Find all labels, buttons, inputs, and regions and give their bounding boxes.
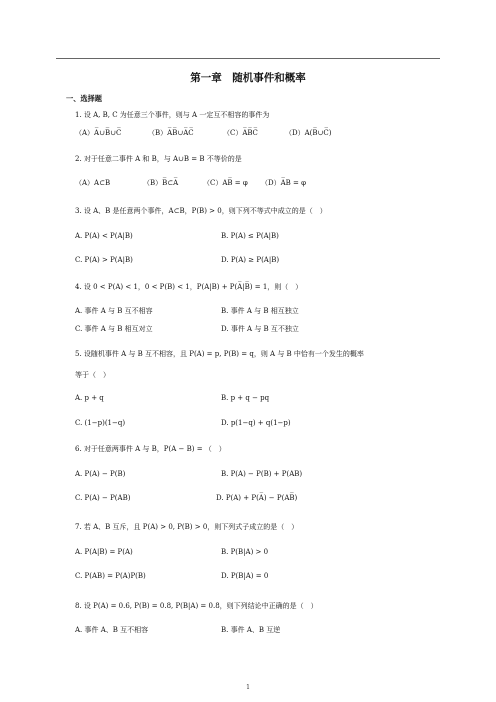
q6-option-d: D. P(A) + P(A̅) − P(AB̅) — [216, 494, 298, 502]
question-3-stem: 3. 设 A、B 是任意两个事件，A⊂B，P(B) > 0，则下列不等式中成立的是（ ） — [75, 207, 327, 215]
q3-option-b: B. P(A) ≤ P(A|B) — [221, 232, 279, 240]
question-1-stem: 1. 设 A, B, C 为任意三个事件，则与 A 一定互不相容的事件为 — [75, 111, 270, 119]
question-8-stem: 8. 设 P(A) = 0.6, P(B) = 0.8, P(B|A) = 0.8，则下列结论中正确的是（ ） — [75, 602, 318, 610]
q2-option-d: （D）A̅B = φ — [261, 179, 307, 187]
q3-option-a: A. P(A) < P(A|B) — [75, 232, 133, 240]
q2-option-c: （C）AB̅ = φ — [203, 179, 248, 187]
q1-option-c: （C）A̅B̅C̅ — [223, 129, 258, 137]
question-5-stem-cont: 等于（ ） — [75, 371, 110, 379]
q4-option-d: D. 事件 A 与 B 互不独立 — [221, 325, 299, 333]
q2-option-a: （A）A⊂B — [75, 179, 111, 187]
q1-option-d: （D）A(B̅∪C̅) — [285, 129, 332, 137]
q8-option-a: A. 事件 A、B 互不相容 — [75, 626, 149, 634]
question-6-stem: 6. 对于任意两事件 A 与 B，P(A − B) = （ ） — [75, 445, 226, 453]
q5-option-d: D. p(1−q) + q(1−p) — [221, 419, 291, 427]
q5-option-b: B. p + q − pq — [221, 394, 270, 402]
question-5-stem: 5. 设随机事件 A 与 B 互不相容，且 P(A) = p, P(B) = q，则 A 与 B 中恰有一个发生的概率 — [75, 350, 364, 358]
chapter-title: 第一章 随机事件和概率 — [190, 72, 306, 84]
q6-option-b: B. P(A) − P(B) + P(AB) — [221, 470, 303, 478]
question-2-stem: 2. 对于任意二事件 A 和 B，与 A∪B = B 不等价的是 — [75, 155, 242, 163]
q4-option-c: C. 事件 A 与 B 相互对立 — [75, 325, 153, 333]
q7-option-a: A. P(A|B) = P(A) — [75, 548, 133, 556]
q7-option-c: C. P(AB) = P(A)P(B) — [75, 572, 146, 580]
q6-option-a: A. P(A) − P(B) — [75, 470, 126, 478]
q2-option-b: （B）B̅⊂A̅ — [143, 179, 179, 187]
section-title: 一、选择题 — [66, 94, 102, 103]
page-number: 1 — [246, 684, 250, 691]
q1-option-b: （B）A̅B̅∪A̅C̅ — [148, 129, 194, 137]
q5-option-c: C. (1−p)(1−q) — [75, 419, 126, 427]
q1-option-a: （A）A̅∪B̅∪C̅ — [75, 129, 122, 137]
q4-option-a: A. 事件 A 与 B 互不相容 — [75, 307, 153, 315]
q7-option-b: B. P(B|A) > 0 — [221, 548, 269, 556]
q7-option-d: D. P(B|A) = 0 — [221, 572, 269, 580]
header-rule — [56, 58, 440, 59]
q5-option-a: A. p + q — [75, 394, 104, 402]
q8-option-b: B. 事件 A、B 互逆 — [221, 626, 281, 634]
question-7-stem: 7. 若 A、B 互斥，且 P(A) > 0, P(B) > 0，则下列式子成立的是（ ） — [75, 523, 299, 531]
q3-option-d: D. P(A) ≥ P(A|B) — [221, 256, 280, 264]
q6-option-c: C. P(A) − P(AB) — [75, 494, 131, 502]
q3-option-c: C. P(A) > P(A|B) — [75, 256, 133, 264]
question-4-stem: 4. 设 0 < P(A) < 1，0 < P(B) < 1，P(A|B) + P(A̅|B̅) = 1，则（ ） — [75, 283, 303, 291]
q4-option-b: B. 事件 A 与 B 相互独立 — [221, 307, 299, 315]
